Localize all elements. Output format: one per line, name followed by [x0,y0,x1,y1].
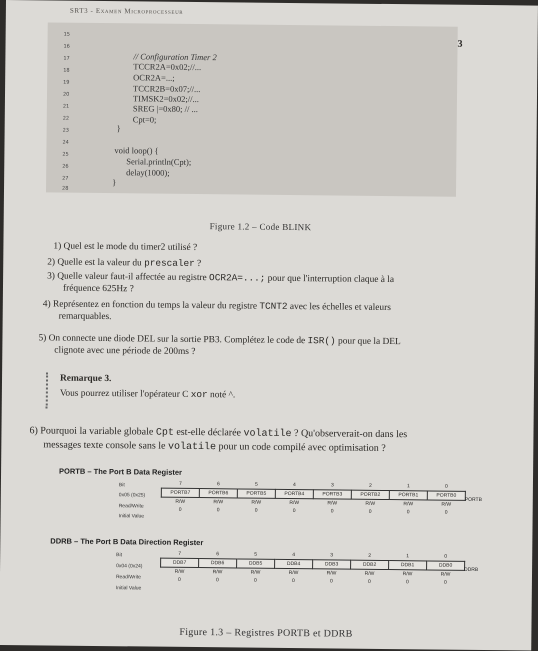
code-line: SREG |=0x80; // ... [132,103,198,115]
bit-number: 2 [369,482,372,489]
question-text: est-elle déclarée [173,426,244,439]
page-header: SRT3 - Examen Microprocesseur [69,6,184,16]
line-number: 24 [62,139,69,146]
initial-value: 0 [216,507,220,514]
bit-number: 4 [293,482,296,489]
initial-value: 0 [254,507,258,514]
row-label: Initial Value [115,585,142,592]
bit-number: 1 [406,553,410,560]
bit-number: 5 [255,481,258,488]
line-number: 23 [62,127,70,134]
bit-number: 5 [254,551,258,558]
initial-value: 0 [406,509,410,516]
page-number: 3 [457,38,463,50]
row-label: Bit [116,552,123,559]
register-name: PORTB [464,496,482,504]
initial-value: 0 [292,578,295,585]
line-number: 19 [63,79,70,86]
rw-value: R/W [365,500,376,507]
row-label: 0x05 (0x25) [118,492,146,499]
line-number: 20 [62,91,70,98]
initial-value: 0 [368,578,371,585]
register-bit: PORTB3 [313,490,351,499]
line-number: 21 [62,103,70,110]
question-text: pour un code compilé avec optimisation ? [215,441,386,455]
ddrb-register-table [160,550,465,587]
initial-value: 0 [444,579,447,586]
question-text: ? [194,258,202,270]
remark-marker [46,372,54,408]
remark-body [60,388,236,402]
question-text: 6) Pourquoi la variable globale [29,425,156,438]
line-number: 22 [62,115,70,122]
rw-value: R/W [213,499,224,506]
initial-value: 0 [330,508,334,515]
register-bit: PORTB6 [199,489,237,498]
bit-number: 3 [331,482,334,489]
question-2 [47,256,201,270]
initial-value: 0 [292,508,296,515]
rw-value: R/W [288,569,299,577]
initial-value: 0 [254,577,257,584]
row-label: Read/Write [118,503,144,510]
rw-value: R/W [250,569,261,576]
question-text: pour que l'interruption claque à la [265,273,395,286]
code-line: TCCR2A=0x02;//... [133,61,202,73]
bit-number: 1 [407,483,410,490]
line-number: 15 [63,31,71,38]
portb-title: PORTB – The Port B Data Register [59,466,183,477]
register-bit: DDB0 [427,561,465,570]
question-text: avec les échelles et valeurs [287,301,391,314]
remark-title: Remarque 3. [59,373,112,385]
remark-text: noté ^. [207,390,236,401]
question-text: 2) Quelle est la valeur du [47,257,145,269]
line-number: 28 [61,185,69,192]
code-line: OCR2A=...; [133,72,175,83]
code-listing [46,22,458,196]
question-text: fréquence 625Hz ? [62,283,134,295]
initial-value: 0 [406,579,409,586]
rw-value: R/W [326,570,337,577]
line-number: 16 [63,43,70,50]
rw-value: R/W [251,499,262,506]
rw-value: R/W [174,568,185,575]
portb-register-table [161,480,466,517]
inline-code: volatile [243,428,292,441]
code-line: } [112,177,117,188]
register-bit: DDB5 [237,559,275,568]
inline-code: Cpt [155,427,174,439]
question-1: 1) Quel est le mode du timer2 utilisé ? [53,241,198,254]
code-line: void loop() { [114,145,159,156]
rw-value: R/W [403,501,414,508]
code-line: } [116,123,121,134]
register-bit: DDB2 [351,560,389,569]
remark-text: Vous pourrez utiliser l'opérateur C [59,388,191,400]
register-name: DDRB [464,566,479,573]
inline-code: OCR2A=...; [209,272,266,284]
row-label: Bit [118,482,125,489]
inline-code: xor [190,388,208,401]
bit-number: 6 [217,481,220,488]
rw-value: R/W [440,571,451,578]
register-bit: DDB7 [161,558,199,567]
question-text: remarquables. [58,311,112,323]
initial-value: 0 [178,506,182,513]
question-3 [47,270,517,299]
initial-value: 0 [368,508,372,515]
code-line: TCCR2B=0x07;//... [133,83,201,95]
register-bit: PORTB5 [237,489,275,498]
initial-value: 0 [178,576,181,583]
code-line: Cpt=0; [132,114,157,125]
bit-number: 0 [445,483,448,490]
bit-number: 7 [178,550,182,557]
bit-number: 0 [444,553,448,560]
figure-caption: Figure 1.3 – Registres PORTB et DDRB [179,626,353,640]
code-line: Serial.println(Cpt); [126,156,192,167]
question-6 [29,424,529,457]
initial-value: 0 [216,577,219,584]
code-line: delay(1000); [126,167,170,178]
question-text: messages texte console sans le [43,439,169,452]
ddrb-title: DDRB – The Port B Data Direction Register [50,536,204,548]
line-number: 25 [62,151,69,158]
figure-caption: Figure 1.2 – Code BLINK [209,221,312,233]
rw-value: R/W [364,570,375,577]
rw-value: R/W [175,498,186,505]
rw-value: R/W [327,500,338,507]
question-5 [38,332,528,361]
bit-number: 7 [179,480,182,487]
line-number: 17 [63,55,70,62]
inline-code: TCNT2 [259,300,288,312]
bit-number: 6 [216,551,220,558]
register-bit: PORTB0 [427,491,465,500]
question-text: 5) On connecte une diode DEL sur la sortie PB3. Complétez le code de [38,333,308,347]
question-text: clignote avec une période de 200ms ? [54,345,196,358]
register-bit: PORTB1 [389,491,427,500]
inline-code: ISR() [307,335,336,347]
bit-number: 2 [368,552,372,559]
code-line: // Configuration Timer 2 [133,51,217,63]
register-bit: DDB1 [389,561,427,570]
question-text: 3) Quelle valeur faut-il affectée au registre [47,271,210,284]
row-label: Initial Value [118,513,145,520]
row-label: Read/Write [115,574,141,581]
inline-code: prescaler [144,257,195,269]
bit-number: 3 [330,552,334,559]
row-label: 0x04 (0x24) [116,563,143,570]
rw-value: R/W [212,569,223,576]
register-bit: DDB4 [275,559,313,568]
line-number: 27 [62,175,69,182]
register-bit: PORTB2 [351,490,389,499]
rw-value: R/W [289,499,300,507]
code-line: TIMSK2=0x02;//... [132,93,199,105]
line-number: 26 [62,163,69,170]
question-text: 4) Représentez en fonction du temps la valeur du registre [42,299,260,312]
question-text: pour que la DEL [335,336,401,348]
rw-value: R/W [441,501,452,508]
inline-code: volatile [167,441,217,454]
register-bit: PORTB4 [275,489,313,498]
bit-number: 4 [292,552,296,559]
line-number: 18 [63,67,70,74]
question-4 [43,298,523,327]
initial-value: 0 [444,509,448,516]
register-bit: DDB3 [313,560,351,569]
register-bit: DDB6 [199,559,237,568]
rw-value: R/W [402,571,413,578]
initial-value: 0 [330,578,333,585]
question-text: ? Qu'observerait-on dans les [291,428,408,441]
register-bit: PORTB7 [161,488,199,497]
